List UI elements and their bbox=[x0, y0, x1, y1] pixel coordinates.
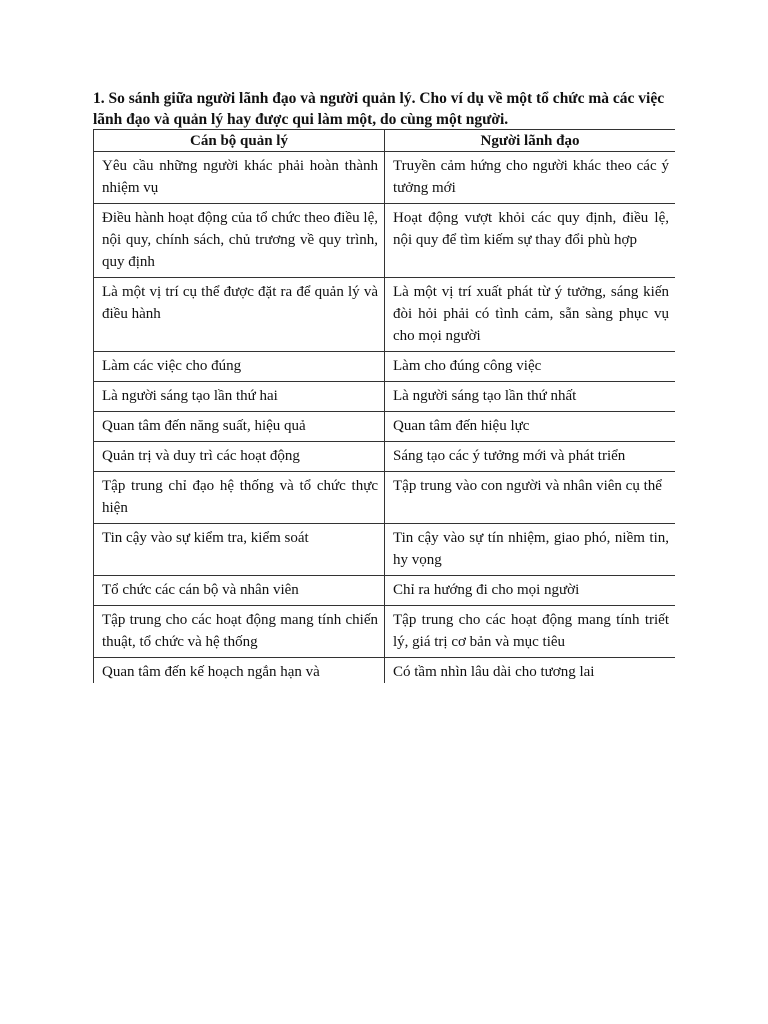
cell-leader: Tập trung cho các hoạt động mang tính triết lý, giá trị cơ bản và mục tiêu bbox=[385, 606, 676, 658]
cell-manager: Yêu cầu những người khác phải hoàn thành nhiệm vụ bbox=[94, 152, 385, 204]
cell-leader: Tập trung vào con người và nhân viên cụ thể bbox=[385, 472, 676, 524]
cell-manager: Tổ chức các cán bộ và nhân viên bbox=[94, 576, 385, 606]
table-row bbox=[94, 412, 676, 442]
cell-manager: Quan tâm đến năng suất, hiệu quả bbox=[94, 412, 385, 442]
cell-leader: Quan tâm đến hiệu lực bbox=[385, 412, 676, 442]
cell-leader: Hoạt động vượt khỏi các quy định, điều lệ, nội quy để tìm kiếm sự thay đổi phù hợp bbox=[385, 204, 676, 278]
cell-manager: Tập trung chỉ đạo hệ thống và tổ chức thực hiện bbox=[94, 472, 385, 524]
table-row bbox=[94, 606, 676, 658]
cell-manager: Là người sáng tạo lần thứ hai bbox=[94, 382, 385, 412]
cell-leader: Là một vị trí xuất phát từ ý tưởng, sáng kiến đòi hỏi phải có tình cảm, sẵn sàng phục vụ cho mọi người bbox=[385, 278, 676, 352]
comparison-table bbox=[93, 129, 675, 683]
header-leader: Người lãnh đạo bbox=[385, 130, 676, 152]
cell-leader: Là người sáng tạo lần thứ nhất bbox=[385, 382, 676, 412]
table-row bbox=[94, 442, 676, 472]
cell-manager: Quan tâm đến kế hoạch ngắn hạn và bbox=[94, 658, 385, 684]
cell-leader: Sáng tạo các ý tưởng mới và phát triển bbox=[385, 442, 676, 472]
cell-manager: Làm các việc cho đúng bbox=[94, 352, 385, 382]
cell-leader: Làm cho đúng công việc bbox=[385, 352, 676, 382]
cell-manager: Tin cậy vào sự kiểm tra, kiểm soát bbox=[94, 524, 385, 576]
comparison-table-container bbox=[93, 129, 675, 683]
table-row bbox=[94, 278, 676, 352]
table-row bbox=[94, 472, 676, 524]
table-row bbox=[94, 204, 676, 278]
cell-manager: Điều hành hoạt động của tổ chức theo điều lệ, nội quy, chính sách, chủ trương về quy trình, quy định bbox=[94, 204, 385, 278]
cell-leader: Có tầm nhìn lâu dài cho tương lai bbox=[385, 658, 676, 684]
cell-leader: Truyền cảm hứng cho người khác theo các ý tưởng mới bbox=[385, 152, 676, 204]
table-row bbox=[94, 524, 676, 576]
table-row bbox=[94, 576, 676, 606]
cell-manager: Quản trị và duy trì các hoạt động bbox=[94, 442, 385, 472]
header-manager: Cán bộ quản lý bbox=[94, 130, 385, 152]
table-row bbox=[94, 152, 676, 204]
table-row bbox=[94, 658, 676, 684]
table-row bbox=[94, 352, 676, 382]
cell-leader: Tin cậy vào sự tín nhiệm, giao phó, niềm tin, hy vọng bbox=[385, 524, 676, 576]
question-heading: 1. So sánh giữa người lãnh đạo và người quản lý. Cho ví dụ về một tổ chức mà các việc lãnh đạo và quản lý hay được qui làm một, do cùng một người. bbox=[93, 90, 665, 128]
cell-leader: Chỉ ra hướng đi cho mọi người bbox=[385, 576, 676, 606]
cell-manager: Tập trung cho các hoạt động mang tính chiến thuật, tổ chức và hệ thống bbox=[94, 606, 385, 658]
table-header-row bbox=[94, 130, 676, 152]
cell-manager: Là một vị trí cụ thể được đặt ra để quản lý và điều hành bbox=[94, 278, 385, 352]
table-row bbox=[94, 382, 676, 412]
